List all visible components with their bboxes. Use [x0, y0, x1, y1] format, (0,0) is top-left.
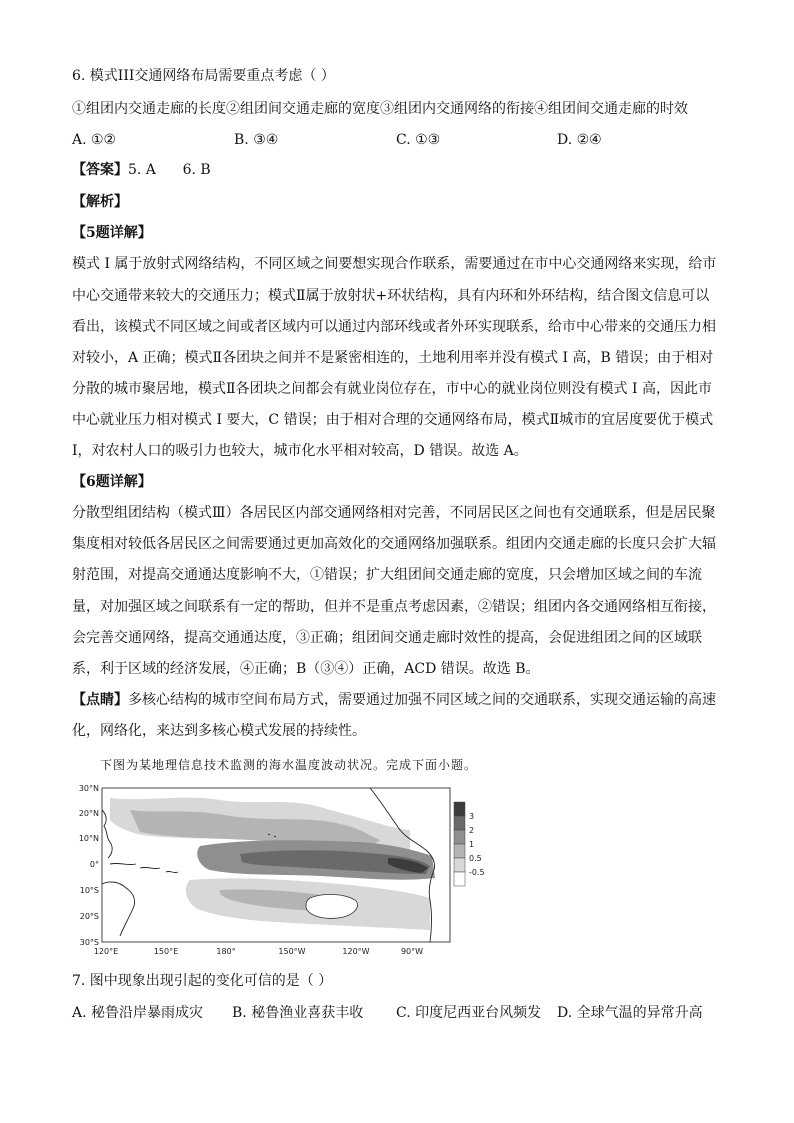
- q6-detail-line: 射范围，对提高交通通达度影响不大，①错误；扩大组团间交通走廊的宽度，只会增加区域之间的车流: [72, 567, 702, 583]
- legend-label: 1: [469, 840, 475, 849]
- q5-detail-line: I，对农村人口的吸引力也较大，城市化水平相对较高，D 错误。故选 A。: [72, 443, 528, 459]
- q5-detail-header: 【5题详解】: [72, 225, 152, 241]
- legend-label: 0.5: [469, 854, 482, 863]
- q5-detail-line: 分散的城市聚居地，模式Ⅱ各团块之间都会有就业岗位存在，市中心的就业岗位则没有模式 I 高，因此市: [72, 381, 712, 397]
- legend-label: 2: [469, 826, 475, 835]
- q7-option-d: D. 全球气温的异常升高: [557, 1005, 703, 1021]
- lon-label: 120°E: [93, 947, 119, 956]
- lon-label: 150°E: [153, 947, 179, 956]
- legend-swatch: [454, 872, 465, 886]
- q7-option-c: C. 印度尼西亚台风频发: [396, 1005, 542, 1021]
- comment-text: 多核心结构的城市空间布局方式，需要通过加强不同区域之间的交通联系，实现交通运输的高速: [128, 692, 716, 708]
- comment-line-1: [72, 690, 716, 710]
- lat-label: 30°N: [78, 784, 99, 793]
- lon-label: 120°W: [342, 947, 370, 956]
- q6-detail-header: 【6题详解】: [72, 474, 152, 490]
- analysis-label: 【解析】: [72, 194, 128, 210]
- q6-detail-line: 集度相对较低各居民区之间需要通过更加高效化的交通网络加强联系。组团内交通走廊的长度只会扩大辐: [72, 536, 716, 552]
- lat-label: 20°S: [79, 912, 99, 921]
- q5-detail-line: 对较小，A 正确；模式Ⅱ各团块之间并不是紧密相连的，土地利用率并没有模式 I 高，B 错误；由于相对: [72, 350, 714, 366]
- q7-stem: 7. 图中现象出现引起的变化可信的是（ ）: [72, 973, 333, 989]
- q5-detail-line: 中心交通带来较大的交通压力；模式Ⅱ属于放射状+环状结构，具有内环和外环结构，结合图文信息可以: [72, 288, 710, 304]
- lat-label: 10°S: [79, 886, 99, 895]
- sea-temperature-map: [70, 780, 500, 960]
- q6-option-b: B. ③④: [234, 132, 279, 148]
- q5-detail-line: 模式 I 属于放射式网络结构，不同区域之间要想实现合作联系，需要通过在市中心交通网络来实现，给市: [72, 256, 717, 272]
- anomaly-negative-contour: [306, 894, 358, 918]
- color-legend: [454, 802, 485, 886]
- q6-stem: 6. 模式III交通网络布局需要重点考虑（ ）: [72, 68, 335, 84]
- figure-caption: 下图为某地理信息技术监测的海水温度波动状况。完成下面小题。: [100, 758, 478, 772]
- legend-swatch: [454, 830, 465, 844]
- q6-detail-line: 会完善交通网络，提高交通通达度，③正确；组团间交通走廊时效性的提高，会促进组团之间的区域联: [72, 630, 702, 646]
- q6-option-a: A. ①②: [72, 132, 117, 148]
- q6-items: ①组团内交通走廊的长度②组团间交通走廊的宽度③组团内交通网络的衔接④组团间交通走廊的时效: [72, 101, 688, 117]
- legend-label: 3: [469, 812, 475, 821]
- answer-line: [72, 160, 211, 180]
- q6-detail-line: 系，利于区域的经济发展，④正确；B（③④）正确，ACD 错误。故选 B。: [72, 661, 540, 677]
- lat-label: 20°N: [78, 809, 99, 818]
- legend-swatch: [454, 802, 465, 816]
- comment-line-2: 化，网络化，来达到多核心模式发展的持续性。: [72, 723, 366, 739]
- legend-swatch: [454, 858, 465, 872]
- lon-label: 90°W: [400, 947, 424, 956]
- lat-label: 30°S: [79, 938, 99, 947]
- lon-label: 180°: [216, 947, 236, 956]
- latitude-labels: [79, 784, 99, 947]
- q6-option-d: D. ②④: [557, 132, 602, 148]
- q7-option-b: B. 秘鲁渔业喜获丰收: [232, 1005, 364, 1021]
- lat-label: 10°N: [78, 834, 99, 843]
- lon-label: 150°W: [278, 947, 306, 956]
- answer-text: 5. A 6. B: [128, 162, 211, 178]
- q5-detail-line: 看出，该模式不同区域之间或者区域内可以通过内部环线或者外环实现联系，给市中心带来的交通压力相: [72, 319, 716, 335]
- longitude-labels: [94, 947, 423, 956]
- comment-label: 【点睛】: [72, 692, 128, 708]
- q7-option-a: A. 秘鲁沿岸暴雨成灾: [72, 1005, 204, 1021]
- lat-label: 0°: [89, 860, 99, 869]
- q6-detail-line: 量，对加强区域之间联系有一定的帮助，但并不是重点考虑因素，②错误；组团内各交通网络相互衔接，: [72, 599, 716, 615]
- answer-label: 【答案】: [72, 162, 128, 178]
- q5-detail-line: 中心就业压力相对模式 I 要大，C 错误；由于相对合理的交通网络布局，模式Ⅱ城市的宜居度要优于模式: [72, 412, 714, 428]
- q6-detail-line: 分散型组团结构（模式Ⅲ）各居民区内部交通网络相对完善，不同居民区之间也有交通联系，但是居民聚: [72, 505, 716, 521]
- legend-swatch: [454, 844, 465, 858]
- q6-option-c: C. ①③: [396, 132, 441, 148]
- legend-swatch: [454, 816, 465, 830]
- legend-label: -0.5: [469, 868, 485, 877]
